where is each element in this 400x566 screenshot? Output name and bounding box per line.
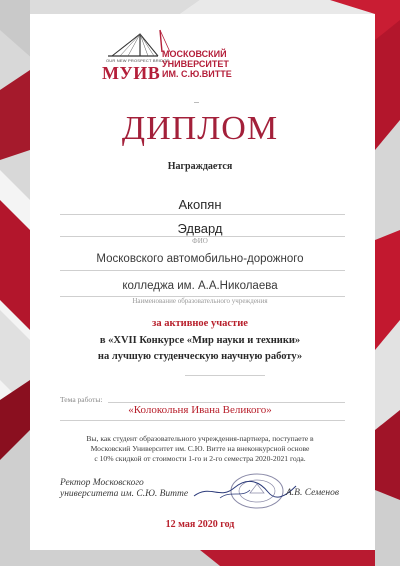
logo-name-line: ИМ. С.Ю.ВИТТЕ <box>162 69 232 79</box>
rector-title <box>60 478 188 500</box>
logo-name-line: МОСКОВСКИЙ <box>162 49 227 59</box>
topic-label: Тема работы: <box>60 395 103 404</box>
logo-abbreviation: МУИВ <box>102 63 161 83</box>
logo-university-name <box>162 49 232 79</box>
logo-name-line: УНИВЕРСИТЕТ <box>162 59 229 69</box>
issue-date: 12 мая 2020 год <box>165 519 235 530</box>
note-line: Московский Университет им. С.Ю. Витте на внеконкурсной основе <box>90 444 310 453</box>
fio-caption: ФИО <box>192 237 208 245</box>
divider <box>185 375 265 376</box>
university-logo <box>100 22 300 82</box>
divider <box>60 420 345 421</box>
awarded-label: Награждается <box>167 161 233 172</box>
college-line-2: колледжа им. А.А.Николаева <box>122 280 278 292</box>
note-line: с 10% скидкой от стоимости 1-го и 2-го семестра 2020-2021 года. <box>94 454 306 463</box>
contest-line-1: в «XVII Конкурсе «Мир науки и техники» <box>99 335 301 346</box>
contest-line-2: на лучшую студенческую научную работу» <box>97 351 303 362</box>
award-reason: за активное участие <box>152 318 248 329</box>
note-line: Вы, как студент образовательного учреждения-партнера, поступаете в <box>86 434 314 443</box>
divider <box>60 214 345 215</box>
discount-note <box>55 434 345 464</box>
rector-line: университета им. С.Ю. Витте <box>60 489 189 499</box>
work-topic: «Колокольня Ивана Великого» <box>128 404 272 416</box>
divider <box>194 102 199 103</box>
college-line-1: Московского автомобильно-дорожного <box>96 253 304 265</box>
institution-caption: Наименование образовательного учреждения <box>132 297 268 305</box>
logo-tagline: OUR NEW PROSPECT BRIDGE <box>106 58 170 63</box>
divider <box>108 402 345 403</box>
diploma-title: ДИПЛОМ <box>121 110 279 147</box>
divider <box>60 270 345 271</box>
recipient-firstname: Эдвард <box>177 221 223 236</box>
signature <box>190 478 300 502</box>
signer-name: А.В. Семенов <box>286 488 339 498</box>
rector-line: Ректор Московского <box>60 478 144 488</box>
recipient-surname: Акопян <box>178 197 222 212</box>
